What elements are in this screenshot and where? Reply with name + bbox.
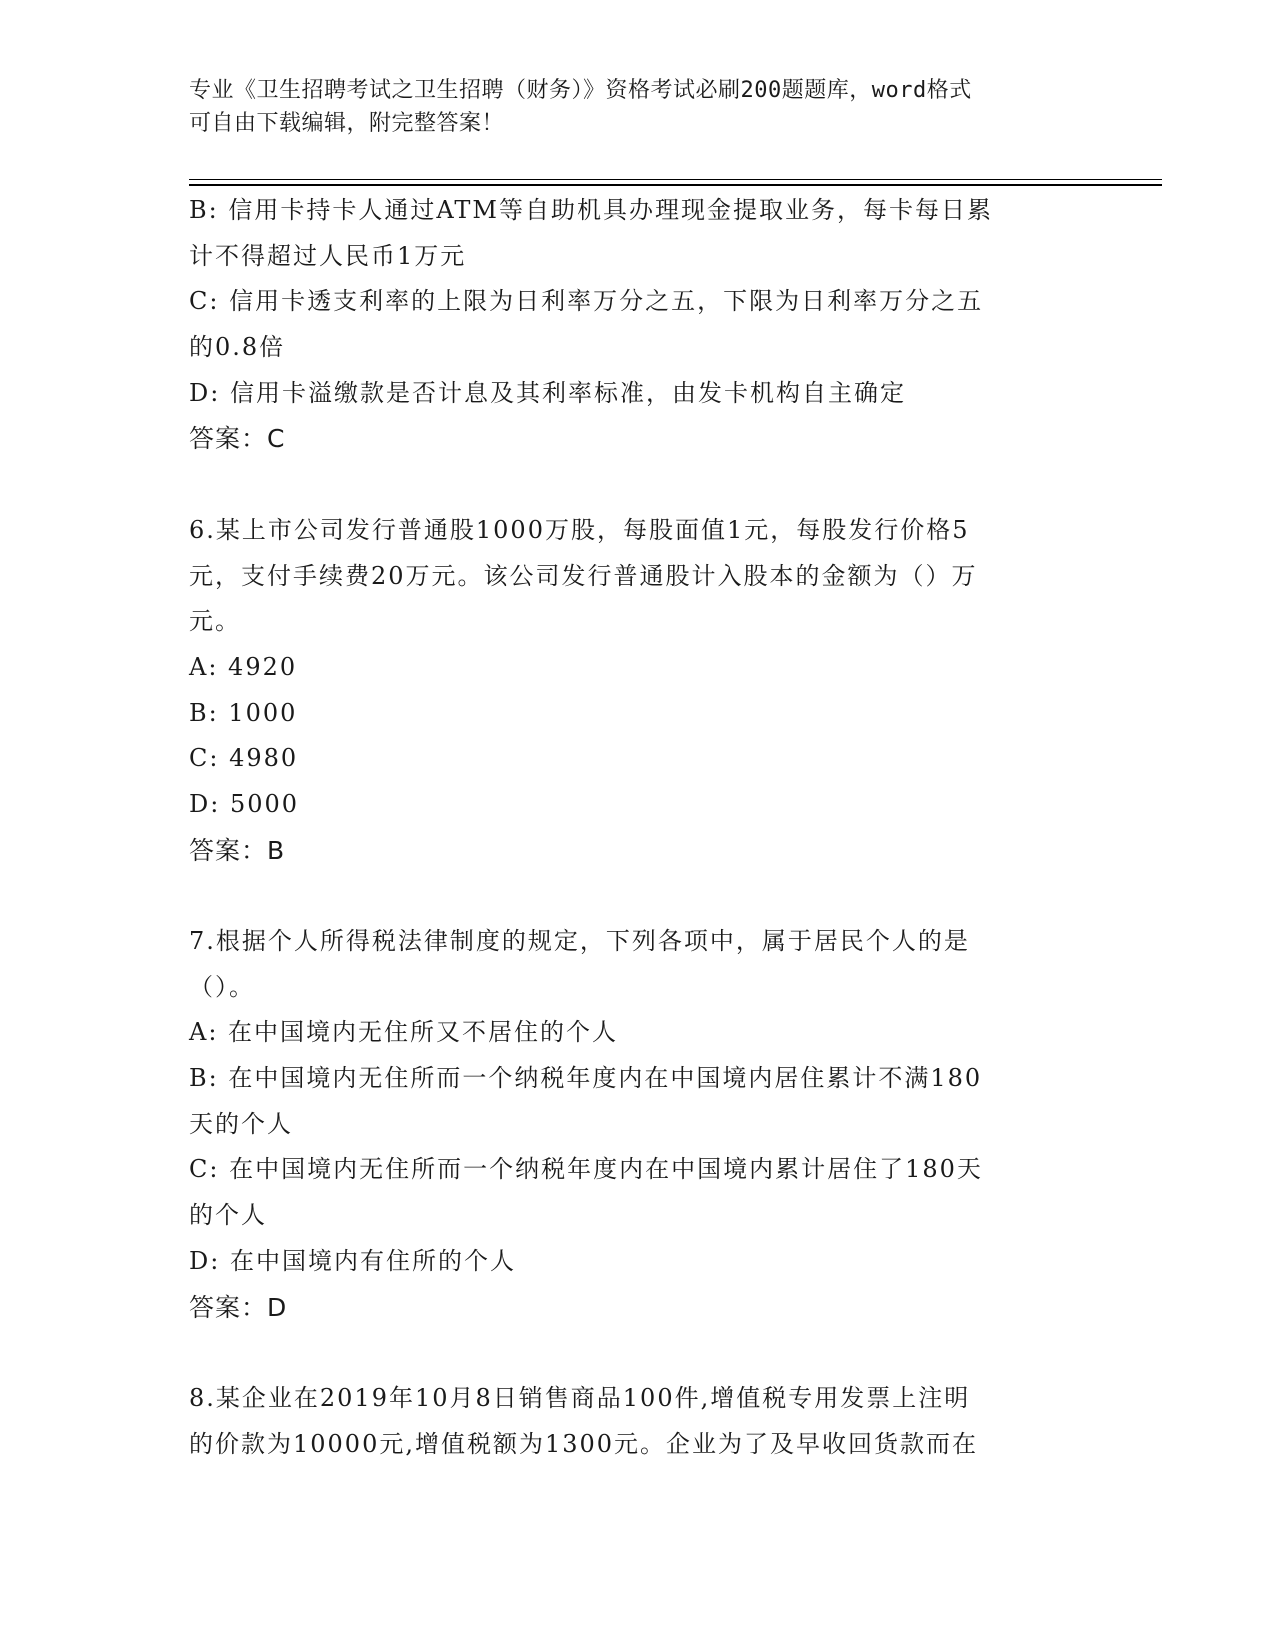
spacer xyxy=(189,873,1089,919)
header-divider-thick xyxy=(189,184,1162,186)
question-7 xyxy=(189,919,1089,1330)
q6-option-a: A: 4920 xyxy=(189,652,298,681)
q8-stem-line-2: 的价款为10000元,增值税额为1300元。企业为了及早收回货款而在 xyxy=(189,1429,979,1458)
spacer xyxy=(189,1330,1089,1376)
q7-option-d: D: 在中国境内有住所的个人 xyxy=(189,1246,516,1275)
q5-answer: 答案：C xyxy=(189,424,286,454)
header-title-line-2: 可自由下载编辑，附完整答案！ xyxy=(189,111,505,136)
q6-option-d: D: 5000 xyxy=(189,789,300,818)
q5-option-c-line-2: 的0.8倍 xyxy=(189,333,286,362)
header-divider-thin xyxy=(189,179,1162,180)
q5-option-c-line-1: C: 信用卡透支利率的上限为日利率万分之五，下限为日利率万分之五 xyxy=(189,287,984,316)
q7-stem-line-1: 7.根据个人所得税法律制度的规定，下列各项中，属于居民个人的是 xyxy=(189,927,970,955)
q6-stem-line-3: 元。 xyxy=(189,607,241,636)
q6-answer: 答案：B xyxy=(189,835,286,865)
q5-option-d: D: 信用卡溢缴款是否计息及其利率标准，由发卡机构自主确定 xyxy=(189,378,906,407)
q7-option-c-line-1: C: 在中国境内无住所而一个纳税年度内在中国境内累计居住了180天 xyxy=(189,1155,983,1184)
question-content xyxy=(189,188,1089,1467)
q6-stem-line-2: 元，支付手续费20万元。该公司发行普通股计入股本的金额为（）万 xyxy=(189,561,978,590)
q8-stem-line-1: 8.某企业在2019年10月8日销售商品100件,增值税专用发票上注明 xyxy=(189,1383,971,1412)
q6-option-c: C: 4980 xyxy=(189,744,299,773)
question-5-remainder xyxy=(189,188,1089,462)
q7-option-b-line-2: 天的个人 xyxy=(189,1109,293,1138)
q5-option-b-line-2: 计不得超过人民币1万元 xyxy=(189,241,467,270)
spacer xyxy=(189,462,1089,508)
q7-option-c-line-2: 的个人 xyxy=(189,1201,267,1230)
q6-stem-line-1: 6.某上市公司发行普通股1000万股，每股面值1元，每股发行价格5 xyxy=(189,515,970,544)
document-header xyxy=(189,74,1089,140)
q7-option-b-line-1: B: 在中国境内无住所而一个纳税年度内在中国境内居住累计不满180 xyxy=(189,1064,983,1093)
q7-answer: 答案：D xyxy=(189,1292,288,1322)
question-8 xyxy=(189,1376,1089,1467)
q7-stem-line-2: （）。 xyxy=(189,972,255,1001)
q6-option-b: B: 1000 xyxy=(189,698,298,727)
q7-option-a: A: 在中国境内无住所又不居住的个人 xyxy=(189,1018,619,1047)
header-title-line-1: 专业《卫生招聘考试之卫生招聘（财务）》资格考试必刷200题题库，word格式 xyxy=(189,78,972,103)
q5-option-b-line-1: B: 信用卡持卡人通过ATM等自助机具办理现金提取业务，每卡每日累 xyxy=(189,196,993,224)
question-6 xyxy=(189,508,1089,874)
